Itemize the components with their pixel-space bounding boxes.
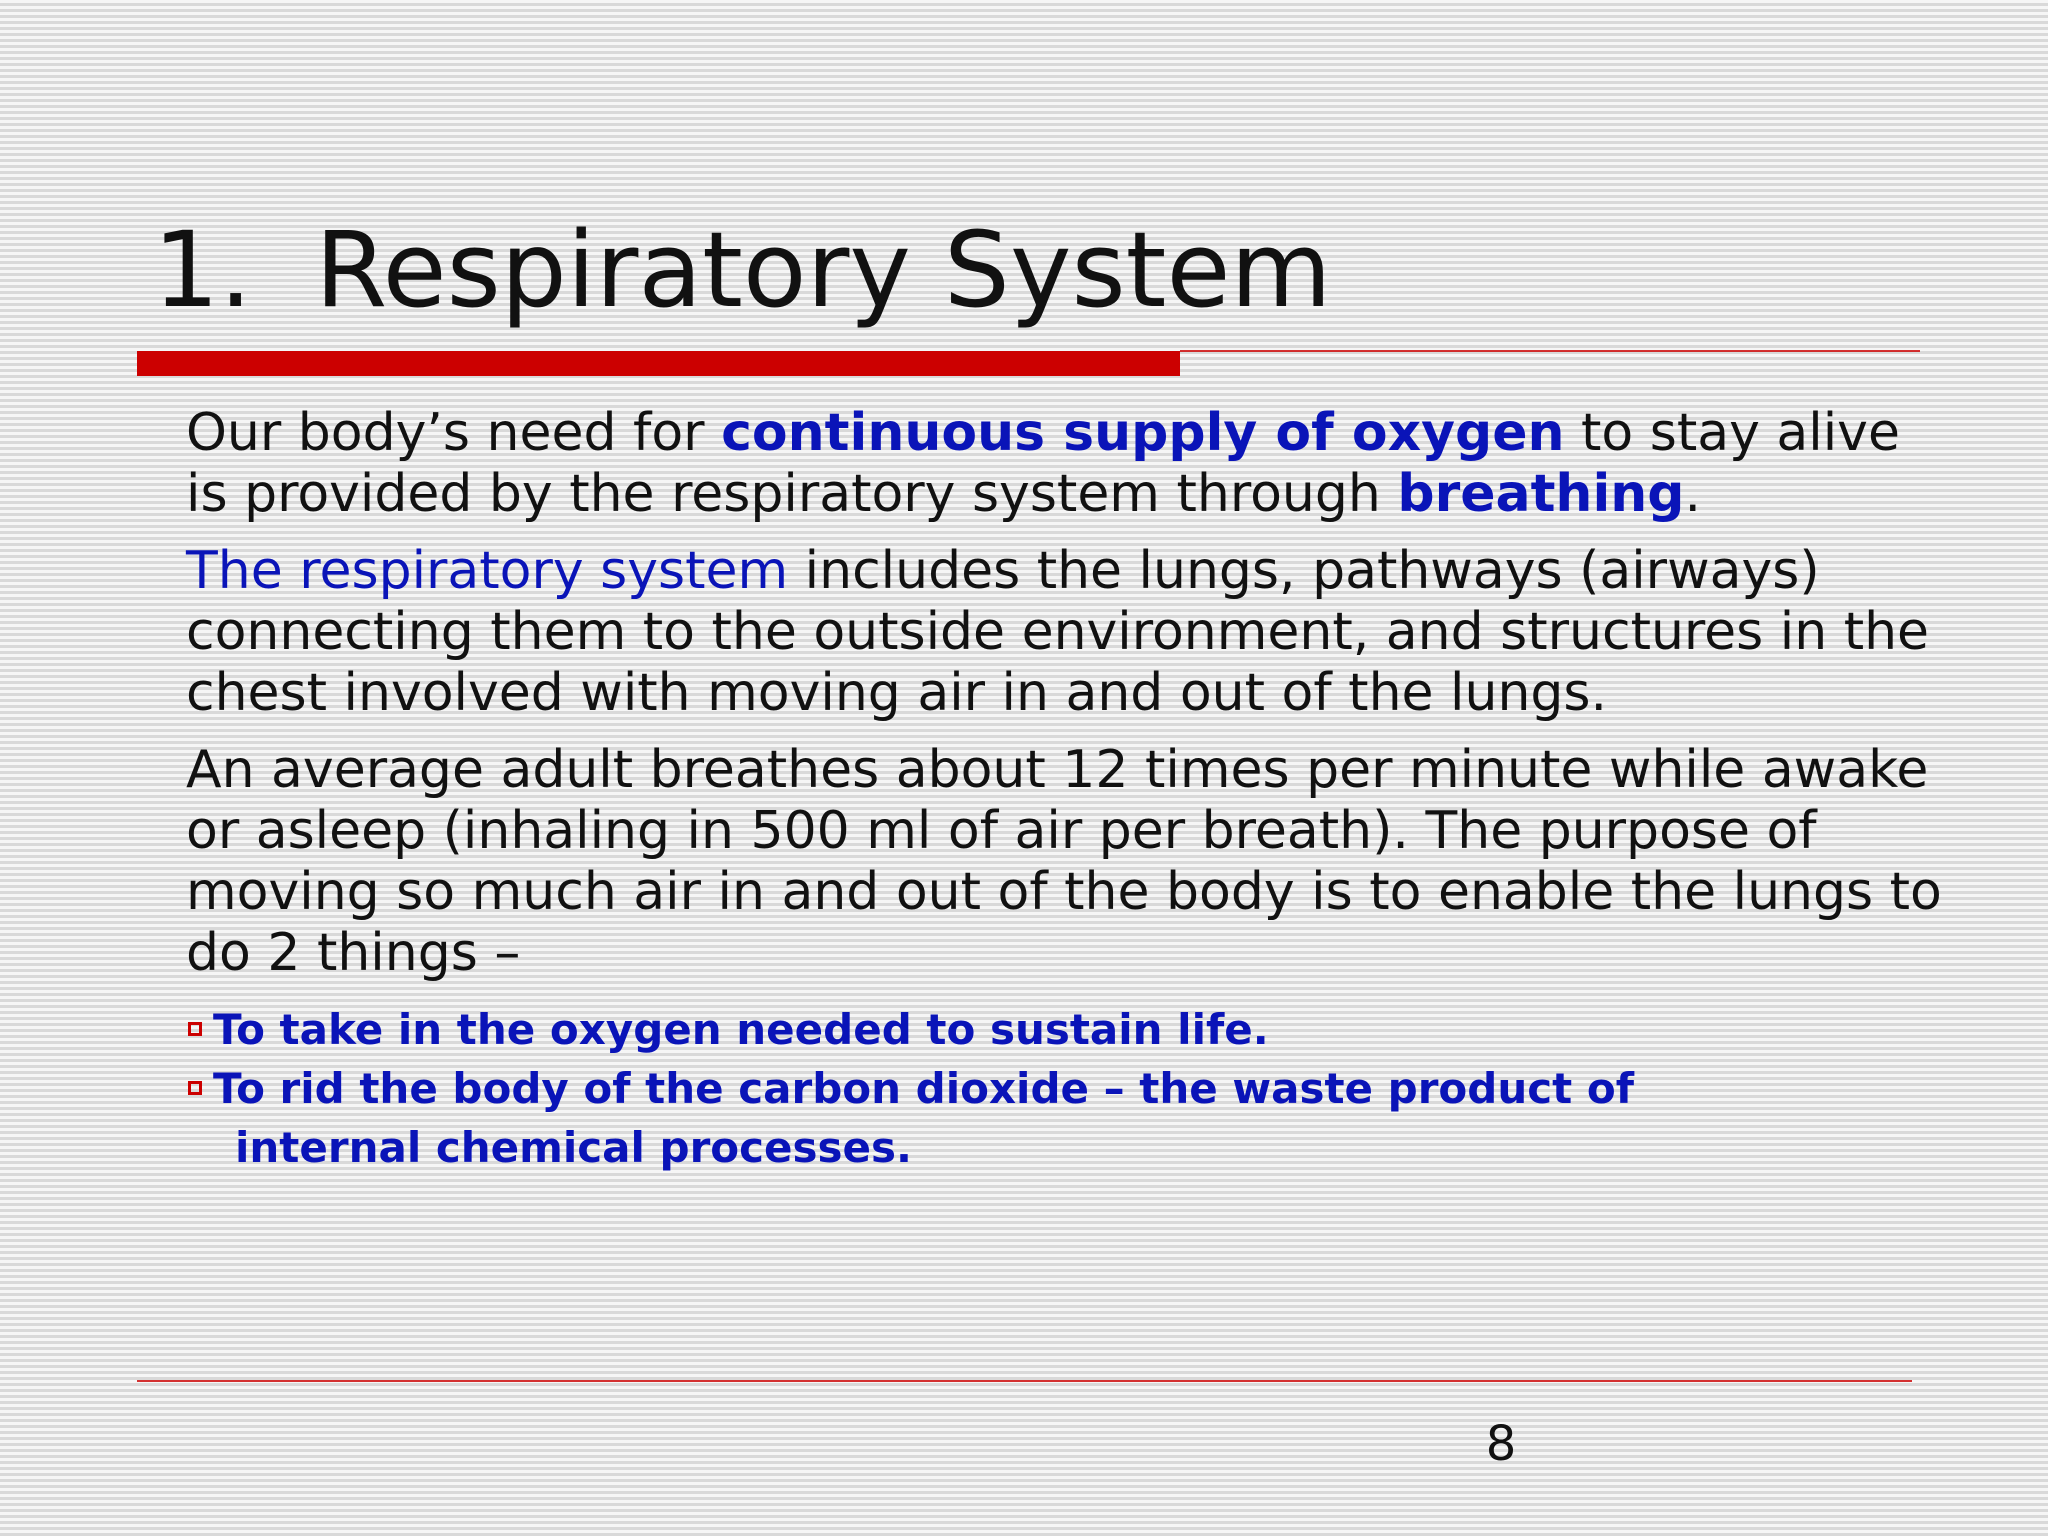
- paragraph-oxygen-supply: [186, 403, 1956, 525]
- paragraph-3-text: An average adult breathes about 12 times per minute while awake or asleep (inhaling in 500 ml of air per breath). The purpose of moving so much air in and out of the body is to enable the lungs to do 2 things –: [186, 740, 1942, 983]
- square-bullet-icon: [188, 1022, 202, 1036]
- title-underline-thick: [137, 351, 1180, 376]
- paragraph-2-highlight: The respiratory system: [186, 541, 789, 601]
- paragraph-breathing-rate: [186, 740, 1956, 984]
- bullet-item-carbon-dioxide: [186, 1059, 1956, 1177]
- paragraph-1-highlight-oxygen: continuous supply of oxygen: [721, 403, 1565, 463]
- square-bullet-icon: [188, 1081, 202, 1095]
- paragraph-1-text-a: Our body’s need for: [186, 403, 722, 463]
- slide-title-number: 1.: [153, 209, 253, 331]
- paragraph-2-text: includes the lungs, pathways (airways) connecting them to the outside environment, and structures in the chest involved with moving air in and out of the lungs.: [186, 541, 1930, 723]
- bullet-1-text: To take in the oxygen needed to sustain life.: [213, 1005, 1269, 1054]
- slide-body: [186, 403, 1956, 1177]
- paragraph-1-text-c: to stay alive is provided by the respiratory system through: [186, 403, 1900, 524]
- bullet-item-oxygen: [186, 1000, 1956, 1059]
- footer-divider: [137, 1380, 1912, 1382]
- bullet-2-text-line-2: internal chemical processes.: [235, 1123, 912, 1172]
- paragraph-1-text-e: .: [1684, 464, 1702, 524]
- paragraph-1-highlight-breathing: breathing: [1397, 464, 1685, 524]
- paragraph-respiratory-system: [186, 541, 1956, 724]
- page-number: 8: [1485, 1416, 1517, 1472]
- slide-title: [153, 205, 1332, 335]
- slide-title-text: Respiratory System: [315, 209, 1332, 331]
- bullet-2-text-line-1: To rid the body of the carbon dioxide – the waste product of: [213, 1064, 1634, 1113]
- title-underline-thin: [1180, 350, 1920, 352]
